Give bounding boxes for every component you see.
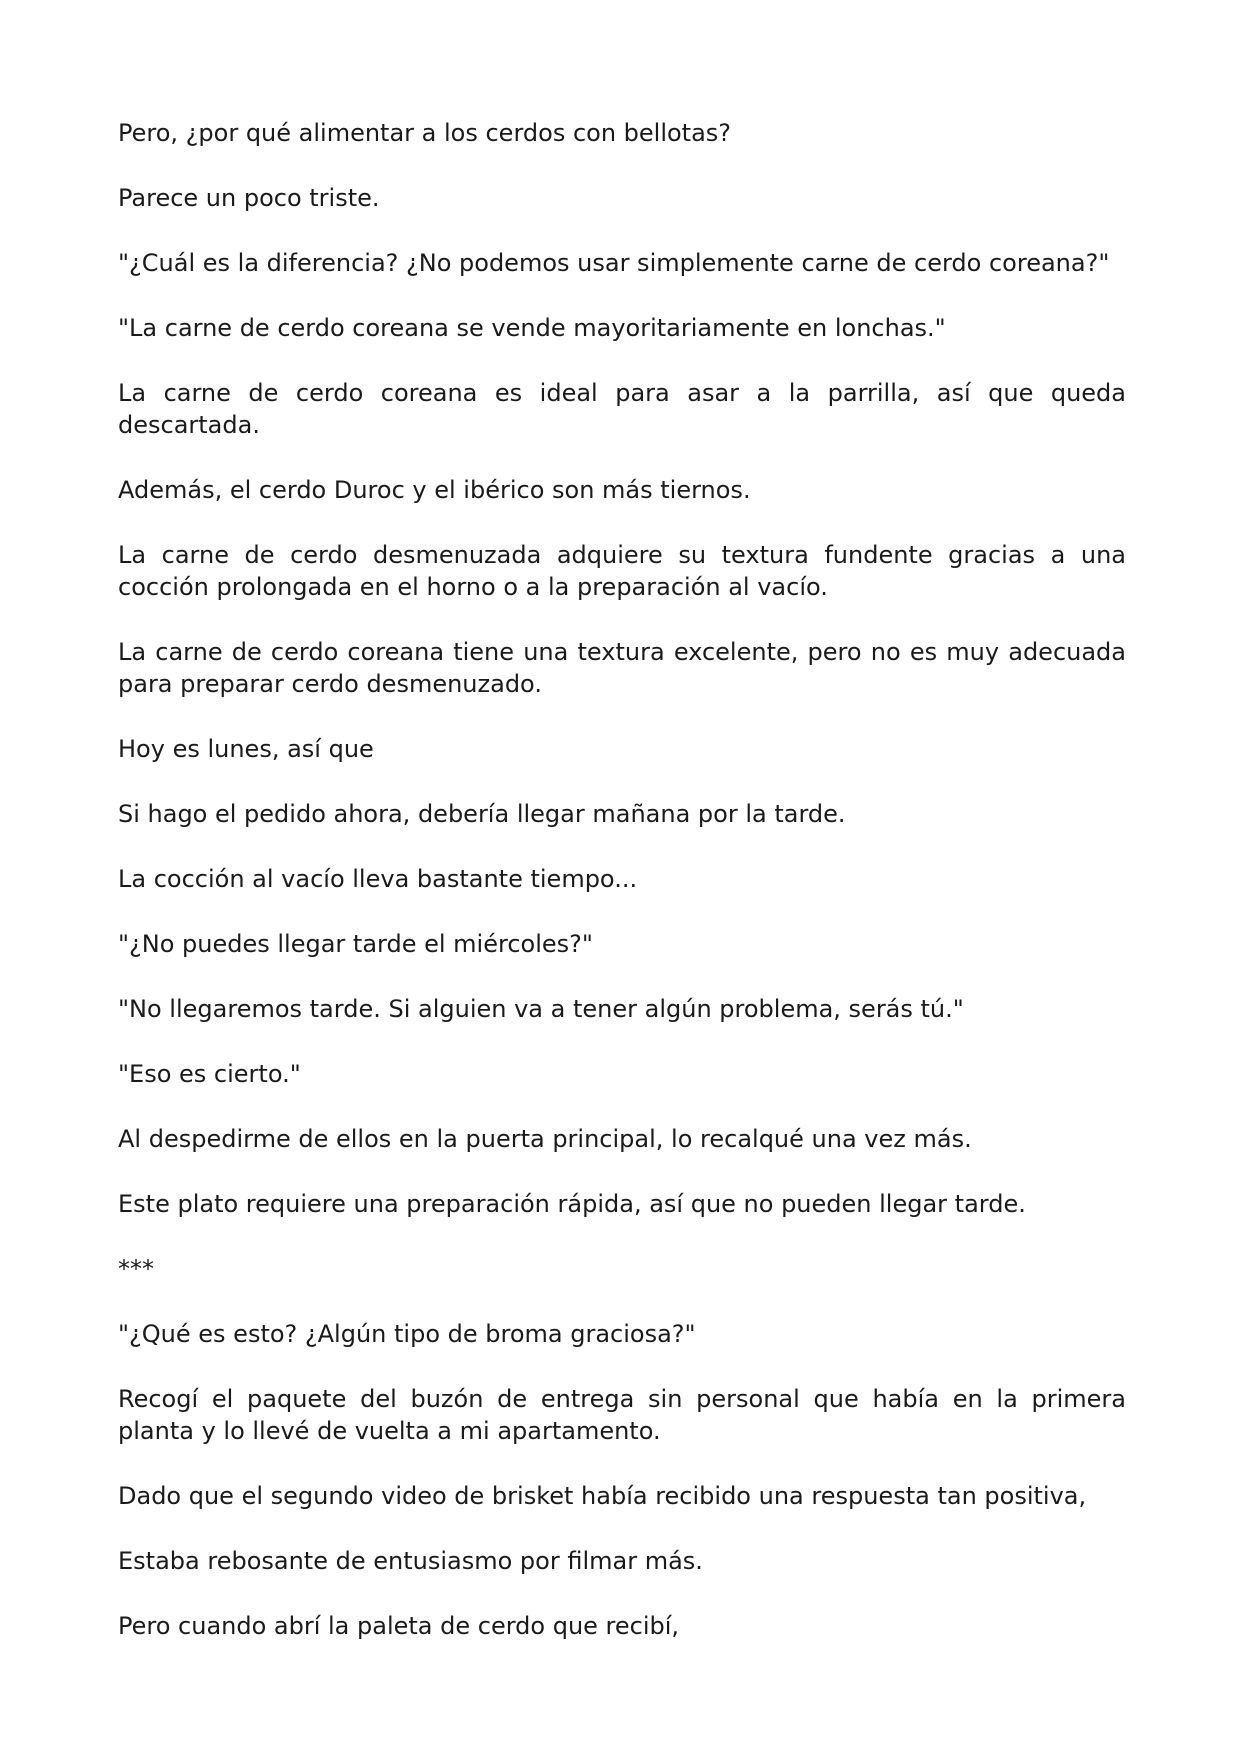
paragraph: Si hago el pedido ahora, debería llegar mañana por la tarde.: [118, 800, 846, 828]
paragraph: "¿Qué es esto? ¿Algún tipo de broma graciosa?": [118, 1320, 696, 1348]
paragraph: Parece un poco triste.: [118, 184, 380, 212]
paragraph: "¿No puedes llegar tarde el miércoles?": [118, 930, 593, 958]
paragraph: "La carne de cerdo coreana se vende mayoritariamente en lonchas.": [118, 314, 946, 342]
paragraph: Recogí el paquete del buzón de entrega sin personal que había en la primera planta y lo llevé de vuelta a mi apartamento.: [118, 1385, 1126, 1445]
paragraph: La carne de cerdo coreana es ideal para asar a la parrilla, así que queda descartada.: [118, 379, 1126, 439]
paragraph: Hoy es lunes, así que: [118, 735, 374, 763]
paragraph: Además, el cerdo Duroc y el ibérico son más tiernos.: [118, 476, 751, 504]
paragraph: La cocción al vacío lleva bastante tiempo...: [118, 865, 638, 893]
document-body: [118, 117, 1126, 1675]
paragraph: Pero, ¿por qué alimentar a los cerdos con bellotas?: [118, 119, 732, 147]
paragraph: Estaba rebosante de entusiasmo por filmar más.: [118, 1547, 703, 1575]
paragraph: "No llegaremos tarde. Si alguien va a tener algún problema, serás tú.": [118, 995, 964, 1023]
scene-break: ***: [118, 1255, 154, 1283]
paragraph: La carne de cerdo desmenuzada adquiere su textura fundente gracias a una cocción prolongada en el horno o a la preparación al vacío.: [118, 541, 1126, 601]
paragraph: Este plato requiere una preparación rápida, así que no pueden llegar tarde.: [118, 1190, 1026, 1218]
paragraph: "Eso es cierto.": [118, 1060, 301, 1088]
paragraph: Al despedirme de ellos en la puerta principal, lo recalqué una vez más.: [118, 1125, 972, 1153]
paragraph: "¿Cuál es la diferencia? ¿No podemos usar simplemente carne de cerdo coreana?": [118, 249, 1110, 277]
paragraph: Dado que el segundo video de brisket había recibido una respuesta tan positiva,: [118, 1482, 1087, 1510]
paragraph: La carne de cerdo coreana tiene una textura excelente, pero no es muy adecuada para preparar cerdo desmenuzado.: [118, 638, 1126, 698]
paragraph: Pero cuando abrí la paleta de cerdo que recibí,: [118, 1612, 680, 1640]
